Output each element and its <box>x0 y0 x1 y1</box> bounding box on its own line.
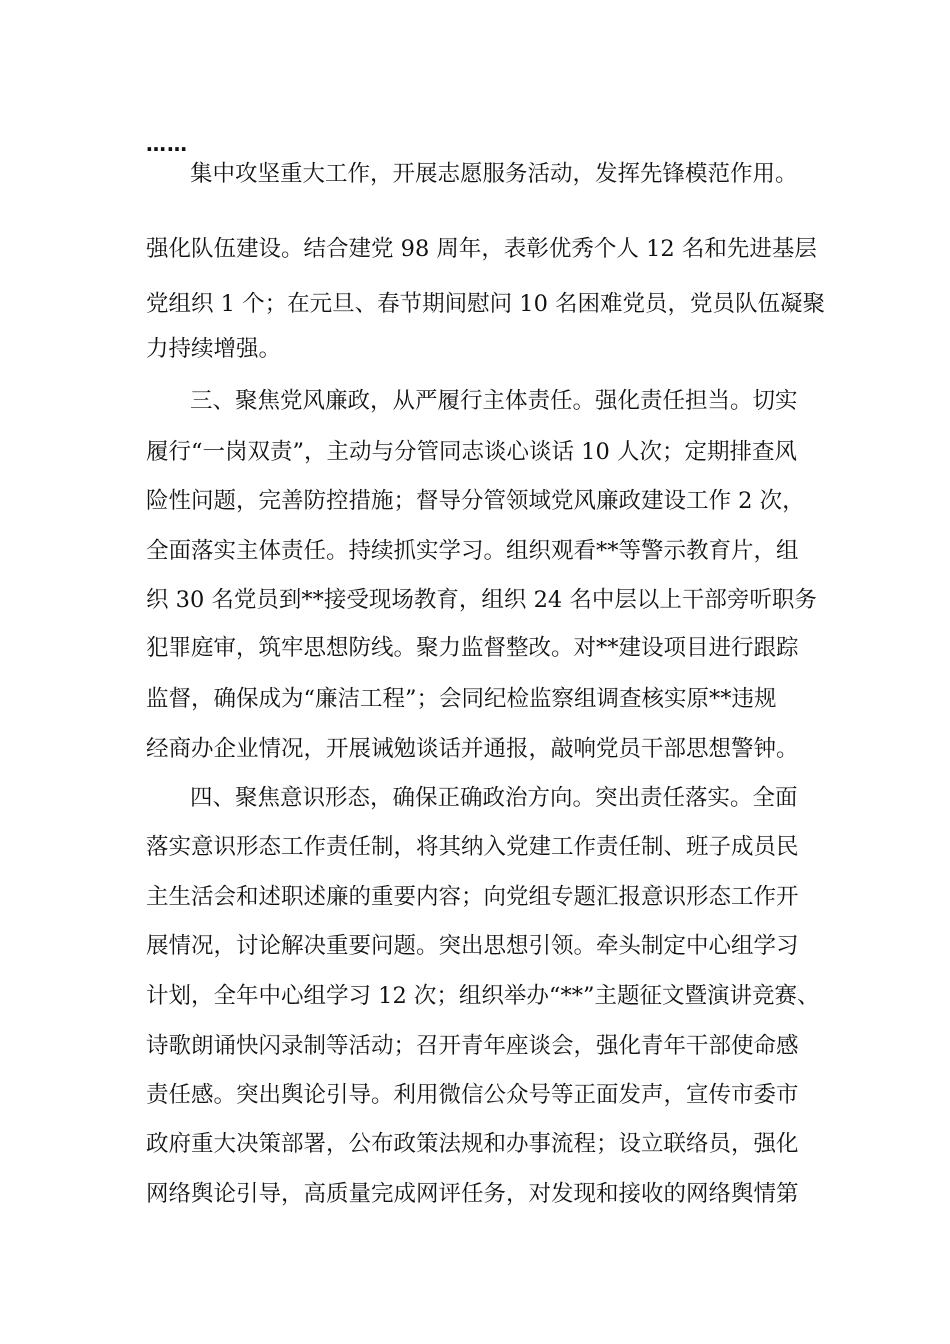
text-line-1: 集中攻坚重大工作，开展志愿服务活动，发挥先锋模范作用。 <box>190 161 798 187</box>
text-line-16: 展情况，讨论解决重要问题。突出思想引领。牵头制定中心组学习 <box>146 933 799 959</box>
text-line-12: 经商办企业情况，开展诫勉谈话并通报，敲响党员干部思想警钟。 <box>146 736 799 762</box>
text-line-7: 险性问题，完善防控措施；督导分管领域党风廉政建设工作 2 次， <box>146 488 805 514</box>
text-line-20: 政府重大决策部署，公布政策法规和办事流程；设立联络员，强化 <box>146 1131 799 1157</box>
text-line-21: 网络舆论引导，高质量完成网评任务，对发现和接收的网络舆情第 <box>146 1181 799 1207</box>
text-line-13: 四、聚焦意识形态，确保正确政治方向。突出责任落实。全面 <box>190 785 798 811</box>
text-line-3: 党组织 1 个；在元旦、春节期间慰问 10 名困难党员，党员队伍凝聚 <box>146 291 826 317</box>
text-line-15: 主生活会和述职述廉的重要内容；向党组专题汇报意识形态工作开 <box>146 884 799 910</box>
text-line-6: 履行“一岗双责”，主动与分管同志谈心谈话 10 人次；定期排查风 <box>146 439 797 465</box>
ellipsis-mark: …… <box>146 132 188 156</box>
text-line-2: 强化队伍建设。结合建党 98 周年，表彰优秀个人 12 名和先进基层 <box>146 236 817 262</box>
text-line-18: 诗歌朗诵快闪录制等活动；召开青年座谈会，强化青年干部使命感 <box>146 1033 799 1059</box>
text-line-10: 犯罪庭审，筑牢思想防线。聚力监督整改。对**建设项目进行跟踪 <box>146 635 799 661</box>
text-line-8: 全面落实主体责任。持续抓实学习。组织观看**等警示教育片，组 <box>146 538 799 564</box>
text-line-4: 力持续增强。 <box>146 336 282 362</box>
text-line-5: 三、聚焦党风廉政，从严履行主体责任。强化责任担当。切实 <box>190 388 798 414</box>
text-line-14: 落实意识形态工作责任制，将其纳入党建工作责任制、班子成员民 <box>146 834 799 860</box>
text-line-9: 织 30 名党员到**接受现场教育，组织 24 名中层以上干部旁听职务 <box>146 587 817 613</box>
text-line-11: 监督，确保成为“廉洁工程”；会同纪检监察组调查核实原**违规 <box>146 686 777 712</box>
text-line-19: 责任感。突出舆论引导。利用微信公众号等正面发声，宣传市委市 <box>146 1082 799 1108</box>
text-line-17: 计划，全年中心组学习 12 次；组织举办“**”主题征文暨演讲竞赛、 <box>146 983 820 1009</box>
